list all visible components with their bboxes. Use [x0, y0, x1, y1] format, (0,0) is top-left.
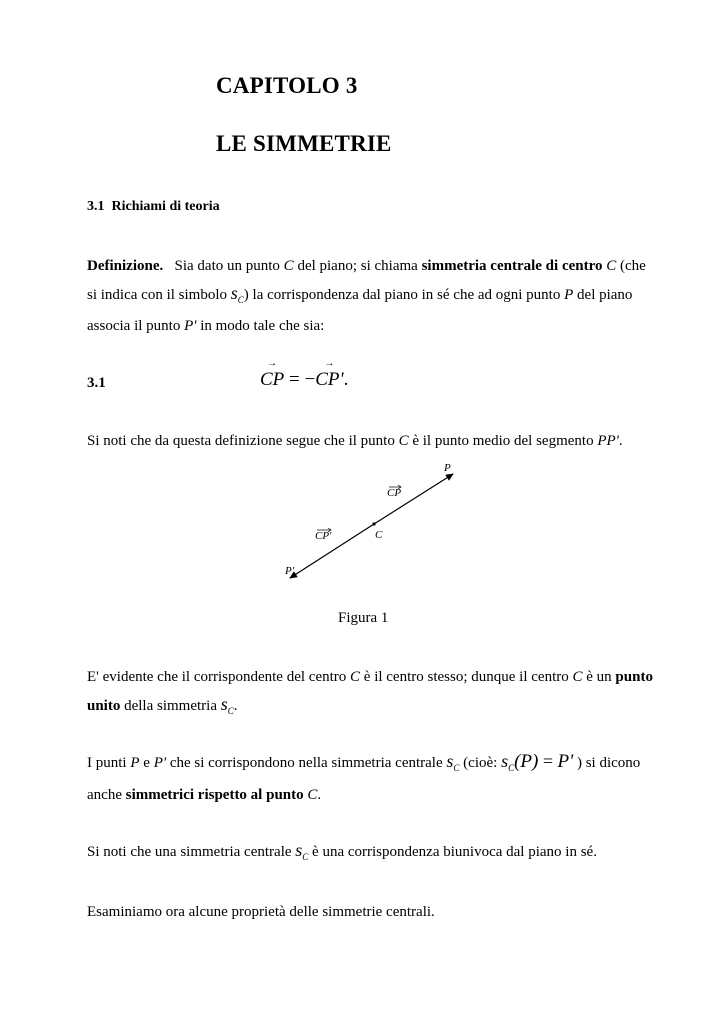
symbol-s: s [446, 751, 454, 771]
text: è il centro stesso; dunque il centro [360, 669, 573, 685]
label-p-prime: P' [285, 565, 295, 577]
var-c: C [283, 258, 294, 274]
term-fixed-point-cont: unito [87, 698, 121, 714]
vector-cp-prime-text: CP' [315, 369, 344, 390]
text: . [618, 433, 623, 449]
figure-1-diagram [280, 458, 480, 583]
var-p: P [130, 755, 140, 771]
vector-cp-prime [315, 358, 344, 391]
text: Si noti che da questa definizione segue che il punto [87, 433, 399, 449]
text: ) la corrispondenza dal piano in sé che ad ogni punto [243, 287, 565, 303]
text: Sia dato un punto [174, 258, 284, 274]
figure-caption: Figura 1 [338, 610, 389, 626]
text: (cioè: [459, 755, 502, 771]
var-c: C [307, 787, 318, 803]
label-p: P [444, 462, 451, 474]
text: si indica con il simbolo [87, 287, 231, 303]
symbol-s: s [230, 283, 238, 303]
var-c: C [398, 433, 409, 449]
symbol-s: s [220, 694, 228, 714]
symbol-s: s [295, 840, 303, 860]
formula-result: P' [557, 751, 574, 772]
term-symmetric-points: simmetrici rispetto al punto [125, 787, 304, 803]
formula-equals: = [538, 751, 558, 771]
vector-arrow-icon: → [267, 358, 278, 369]
text: (che [616, 258, 646, 274]
definition-line-3 [87, 317, 324, 335]
para-bijection [87, 840, 597, 863]
para-fixed-point-line-2 [87, 694, 238, 717]
formula-argument: (P) [514, 751, 539, 772]
equation-label: 3.1 [87, 375, 106, 391]
symbol-subscript: C [237, 295, 244, 305]
term-fixed-point: punto [615, 669, 653, 685]
para-symmetric-line-2 [87, 786, 321, 804]
text: del piano [573, 287, 633, 303]
text: associa il punto [87, 318, 185, 334]
para-properties: Esaminiamo ora alcune proprietà delle simmetrie centrali. [87, 904, 435, 920]
var-p-prime: P' [153, 755, 167, 771]
section-heading [87, 199, 220, 216]
text: è una corrispondenza biunivoca dal piano in sé. [312, 844, 597, 860]
text: anche [87, 787, 126, 803]
definition-line-2 [87, 283, 632, 306]
symbol-subscript: C [508, 763, 515, 773]
text: in modo tale che sia: [196, 318, 325, 334]
term-central-symmetry: simmetria centrale di centro [421, 258, 603, 274]
text: I punti [87, 755, 131, 771]
var-p-prime: P' [184, 318, 197, 334]
vector-cp-prime-arrow [290, 524, 374, 578]
var-p: P [564, 287, 574, 303]
para-fixed-point-line-1 [87, 668, 653, 686]
note-midpoint [87, 432, 623, 450]
section-title: Richiami di teoria [111, 199, 220, 214]
text: del piano; si chiama [293, 258, 422, 274]
symbol-subscript: C [227, 706, 234, 716]
text: è un [582, 669, 616, 685]
var-c: C [572, 669, 583, 685]
chapter-title: LE SIMMETRIE [216, 131, 392, 156]
var-c: C [350, 669, 361, 685]
text: Si noti che una simmetria centrale [87, 844, 296, 860]
equation-operator: = − [284, 369, 316, 390]
para-symmetric-line-1 [87, 751, 640, 774]
text: E' evidente che il corrispondente del centro [87, 669, 351, 685]
equation [260, 358, 349, 391]
center-point [372, 522, 375, 525]
vector-cp-text: CP [260, 369, 285, 390]
definition-label: Definizione. [87, 258, 164, 274]
vector-cp-arrow [374, 474, 453, 524]
label-cp-prime: CP' [315, 530, 332, 542]
text: . [233, 698, 238, 714]
section-number: 3.1 [87, 199, 105, 214]
text: che si corrispondono nella simmetria centrale [166, 755, 447, 771]
text: e [139, 755, 154, 771]
label-cp: CP [387, 487, 402, 499]
vector-arrow-icon: → [324, 358, 335, 369]
text: è il punto medio del segmento [408, 433, 598, 449]
text: della simmetria [120, 698, 221, 714]
text: ) si dicono [573, 755, 641, 771]
label-c: C [375, 529, 383, 541]
symbol-s: s [501, 751, 509, 771]
equation-end: . [343, 369, 349, 390]
vector-cp [260, 358, 285, 391]
definition-line-1 [87, 257, 646, 275]
symbol-subscript: C [302, 852, 309, 862]
chapter-heading: CAPITOLO 3 [216, 73, 358, 98]
text: . [317, 787, 322, 803]
var-c: C [606, 258, 617, 274]
symbol-subscript: C [453, 763, 460, 773]
segment-pp: PP' [597, 433, 619, 449]
